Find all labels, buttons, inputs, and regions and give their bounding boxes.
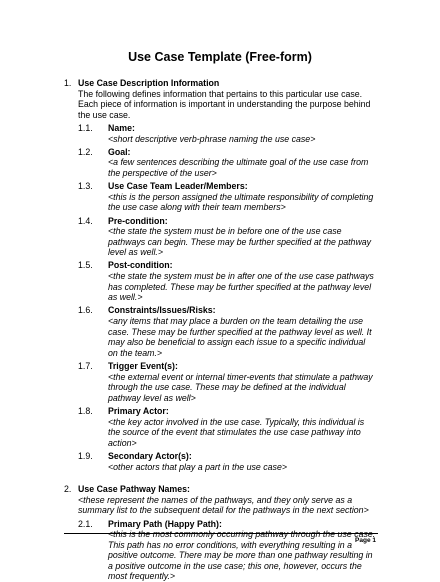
subsection-number: 1.6.: [78, 305, 93, 316]
subsection-heading: Name:: [108, 123, 376, 134]
subsection-description: <the state the system must be in after one of the use case pathways has completed. These may be further specified at the pathway level as well.>: [108, 271, 376, 303]
subsection-description: <a few sentences describing the ultimate goal of the use case from the perspective of the user>: [108, 157, 376, 178]
subsection-number: 1.8.: [78, 406, 93, 417]
subsection-description: <any items that may place a burden on the team detailing the use case. These may be further specified at the pathway level as well. It may also be beneficial to assign each issue to a specific individual on the team.>: [108, 316, 376, 358]
subsection-2-1: [0, 519, 440, 582]
subsection-heading: Constraints/Issues/Risks:: [108, 305, 376, 316]
subsection-1-4: [0, 216, 440, 258]
subsection-heading: Post-condition:: [108, 260, 376, 271]
subsection-heading: Pre-condition:: [108, 216, 376, 227]
subsection-number: 1.2.: [78, 147, 93, 158]
subsection-description: <other actors that play a part in the use case>: [108, 462, 376, 473]
subsection-description: <the external event or internal timer-events that stimulate a pathway through the use case. These may be defined at the individual pathway level as well>: [108, 372, 376, 404]
subsection-1-6: [0, 305, 440, 358]
document-body: [0, 78, 440, 582]
subsection-heading: Trigger Event(s):: [108, 361, 376, 372]
subsection-1-2: [0, 147, 440, 179]
page-number: Page 1: [355, 537, 376, 544]
subsection-number: 1.1.: [78, 123, 93, 134]
subsection-1-8: [0, 406, 440, 448]
footer-divider: [64, 533, 378, 534]
section-number: 1.: [64, 78, 71, 89]
subsection-description: <the key actor involved in the use case. Typically, this individual is the source of the event that stimulates the use case pathway into action>: [108, 417, 376, 449]
subsection-number: 1.5.: [78, 260, 93, 271]
subsection-heading: Primary Actor:: [108, 406, 376, 417]
subsection-number: 1.3.: [78, 181, 93, 192]
subsection-1-7: [0, 361, 440, 403]
subsection-description: <this is the most commonly occurring pathway through the use case. This path has no error conditions, with everything resulting in a positive outcome. There may be more than one pathway resulting in a positive outcome in the use case; this one, however, occurs the most frequently.>: [108, 529, 376, 582]
document-title: Use Case Template (Free-form): [0, 50, 440, 64]
subsection-1-5: [0, 260, 440, 302]
section-1: [0, 78, 440, 120]
subsection-1-1: [0, 123, 440, 144]
subsection-number: 1.9.: [78, 451, 93, 462]
subsection-number: 1.7.: [78, 361, 93, 372]
subsection-heading: Primary Path (Happy Path):: [108, 519, 376, 530]
section-2: [0, 484, 440, 516]
subsection-heading: Use Case Team Leader/Members:: [108, 181, 376, 192]
section-heading: Use Case Pathway Names:: [78, 484, 374, 495]
subsection-description: <short descriptive verb-phrase naming the use case>: [108, 134, 376, 145]
subsection-1-9: [0, 451, 440, 472]
section-intro: <these represent the names of the pathways, and they only serve as a summary list to the subsequent detail for the pathways in the next section>: [78, 495, 374, 516]
section-heading: Use Case Description Information: [78, 78, 374, 89]
subsection-description: <the state the system must be in before one of the use case pathways can begin. These may be further specified at the pathway level as well.>: [108, 226, 376, 258]
section-gap: [0, 472, 440, 484]
subsection-heading: Secondary Actor(s):: [108, 451, 376, 462]
section-intro: The following defines information that pertains to this particular use case. Each piece of information is important in understanding the purpose behind the use case.: [78, 89, 374, 121]
subsection-number: 2.1.: [78, 519, 93, 530]
subsection-1-3: [0, 181, 440, 213]
subsection-description: <this is the person assigned the ultimate responsibility of completing the use case along with their team members>: [108, 192, 376, 213]
subsection-number: 1.4.: [78, 216, 93, 227]
subsection-heading: Goal:: [108, 147, 376, 158]
section-number: 2.: [64, 484, 71, 495]
